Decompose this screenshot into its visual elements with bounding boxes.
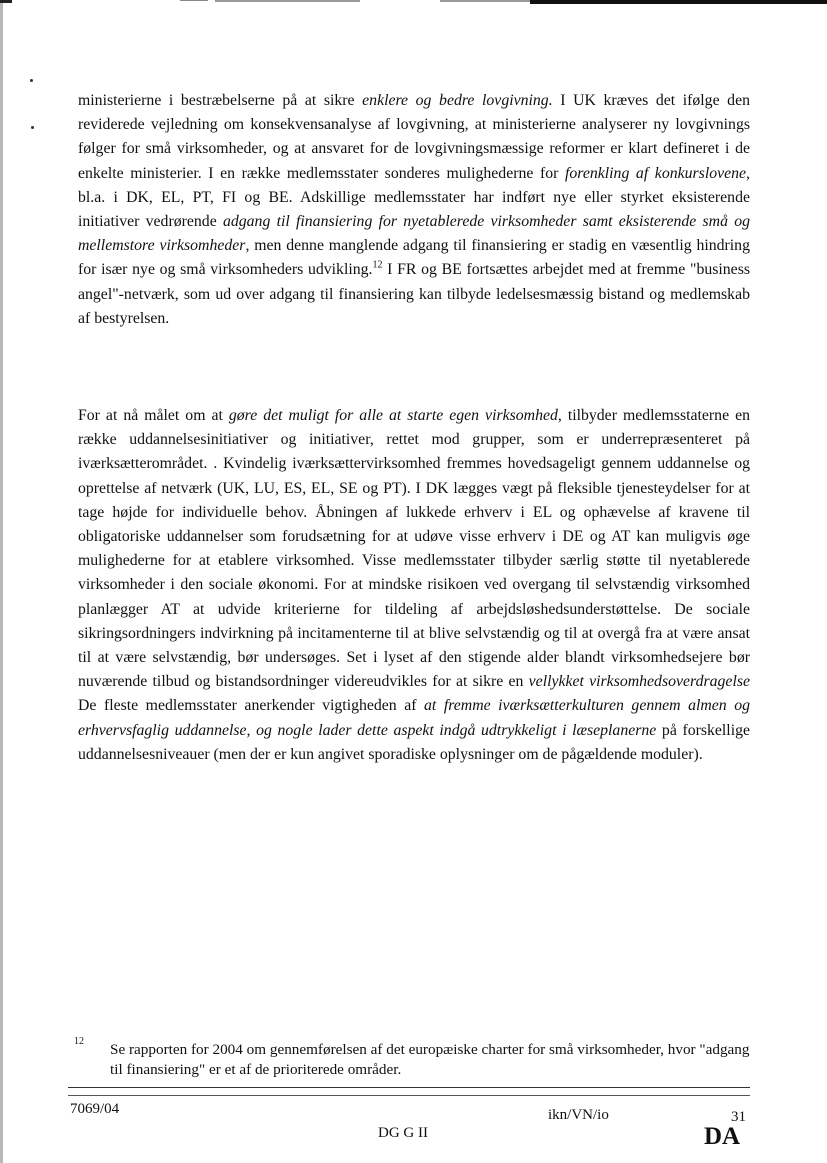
page-number: 31 xyxy=(731,1109,746,1125)
scan-speck xyxy=(30,79,33,82)
scan-edge-top xyxy=(180,0,208,1)
text-run: De fleste medlemsstater anerkender vigtigheden af xyxy=(78,697,425,715)
text-run: ministerierne i bestræbelserne på at sikre xyxy=(78,92,363,109)
italic-phrase: at fremme iværksætterkulturen gennem almen og erhvervsfaglig uddannelse, og nogle lader dette aspekt indgå udtrykkeligt i læseplanerne xyxy=(78,697,751,739)
footnote-reference: 12 xyxy=(372,260,383,272)
italic-phrase: forenkling af konkurslovene xyxy=(565,164,747,182)
language-code: DA xyxy=(704,1123,741,1150)
italic-phrase: gøre det muligt for alle at starte egen virksomhed xyxy=(228,407,558,424)
directorate: DG G II xyxy=(378,1125,428,1141)
text-run: , tilbyder medlemsstaterne en række uddannelsesinitiativer og initiativer, rettet mod grupper, som er underrepræsenteret på iværksætterområdet. . Kvindelig iværksættervirksomhed fremmes hovedsageligt gennem uddannelse og oprettelse af netværk (UK, LU, ES, EL, SE og PT). I DK lægges vægt på fleksible tjenesteydelser for at tage højde for individuelle behov. Åbningen af lukkede erhverv i EL og ophævelse af kravene til obligatoriske uddannelser som forudsætning for at udøve visse erhverv i DE og AT kan muligvis øge mulighederne for at etablere virksomhed. Visse medlemsstater tilbyder særlig støtte til nyetablerede virksomheder i den sociale økonomi. For at mindske risikoen ved overgang til selvstændig virksomhed planlægger AT at udvide kriterierne for tildeling af arbejdsløshedsunderstøttelse. De sociale sikringsordningers indvirkning på incitamenterne til at blive selvstændig og til at overgå fra at være ansat til at være selvstændig, bør undersøges. Set i lyset af den stigende alder blandt virksomhedsejere bør nuværende tilbud og bistandsordninger videreudvikles for at sikre en xyxy=(78,407,750,691)
scan-speck xyxy=(31,126,34,129)
initials: ikn/VN/io xyxy=(548,1107,609,1123)
text-run: på forskellige uddannelsesniveauer (men der er kun angivet sporadiske oplysninger om de pågældende moduler). xyxy=(78,721,750,763)
doc-number: 7069/04 xyxy=(70,1101,120,1117)
text-run: , bl.a. i DK, EL, PT, FI og BE. Adskillige medlemsstater har indført nye eller styrket eksisterende initiativer vedrørende xyxy=(78,164,750,231)
text-run: I FR og BE fortsættes arbejdet med at fremme "business angel"-netværk, som ud over adgang til finansiering kan tilbyde ledelsesmæssig bistand og medlemskab af bestyrelsen. xyxy=(78,261,750,327)
scan-edge-top xyxy=(530,0,827,4)
text-run: , men denne manglende adgang til finansiering er stadig en væsentlig hindring for især nye og små virksomheders udvikling. xyxy=(78,237,750,279)
scan-edge-top xyxy=(440,0,535,2)
body-paragraph xyxy=(78,404,750,767)
italic-phrase: adgang til finansiering for nyetablerede virksomheder samt eksisterende små og mellemstore virksomheder xyxy=(78,213,751,255)
italic-phrase: enklere og bedre lovgivning. xyxy=(362,92,553,109)
footnote-text: Se rapporten for 2004 om gennemførelsen af det europæiske charter for små virksomheder, hvor "adgang til finansiering" er et af de prioriterede områder. xyxy=(110,1041,750,1078)
footer-rule xyxy=(68,1095,750,1096)
italic-phrase: vellykket virksomhedsoverdragelse xyxy=(528,673,750,691)
text-run: I UK kræves det ifølge den reviderede vejledning om konsekvensanalyse af lovgivning, at ministerierne analyserer ny lovgivnings følger for små virksomheder, og at ansvaret for de lovgivningsmæssige reformer er klart defineret i de enkelte ministerier. I en række medlemsstater sonderes mulighederne for xyxy=(78,92,750,182)
text-run: For at nå målet om at xyxy=(78,407,229,424)
footnote-marker: 12 xyxy=(74,1036,84,1047)
footer-rule xyxy=(68,1087,750,1088)
body-paragraph xyxy=(78,89,750,331)
scan-edge-top xyxy=(0,0,12,3)
scan-edge-left xyxy=(0,0,3,1163)
scan-edge-top xyxy=(215,0,360,2)
